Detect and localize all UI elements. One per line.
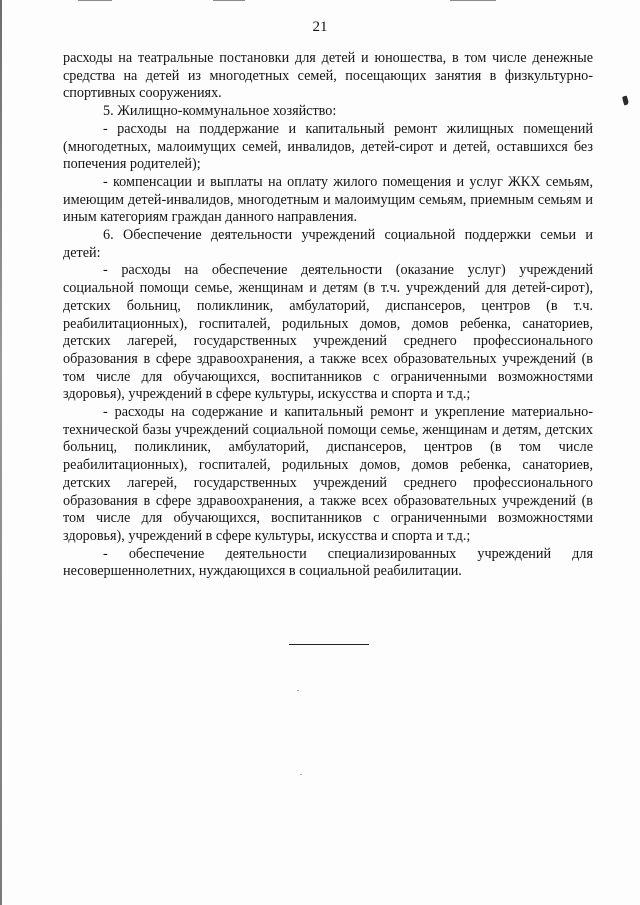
list-item-specialized-institutions: - обеспечение деятельности специализированных учреждений для несовершеннолетних, нуждающихся в социальной реабилитации. [63,545,593,580]
scan-edge-mark [213,0,245,1]
paragraph-theatre-expenses: расходы на театральные постановки для детей и юношества, в том числе денежные средства на детей из многодетных семей, посещающих занятия в физкультурно-спортивных сооружениях. [63,50,593,102]
end-of-section-rule [289,644,369,645]
section-heading-social-support: 6. Обеспечение деятельности учреждений социальной поддержки семьи и детей: [63,227,593,261]
scan-speck [297,690,299,691]
scan-speck-mark [622,96,629,106]
page-number: 21 [312,19,328,35]
list-item-institution-maintenance: - расходы на содержание и капитальный ремонт и укрепление материально-технической базы учреждений социальной помощи семье, женщинам и детям, детских больниц, поликлиник, амбулаторий, диспансеров, центров (в том числе реабилитационных), госпиталей, родильных домов, домов ребенка, санаториев, детских лагерей, государственных учреждений среднего профессионального образования в сфере здравоохранения, а также всех образовательных учреждений (в том числе для обучающихся, воспитанников с ограниченными возможностями здоровья), учреждений в сфере культуры, искусства и спорта и т.д.; [63,404,593,544]
scan-edge-mark [450,0,496,1]
list-item-housing-repair: - расходы на поддержание и капитальный ремонт жилищных помещений (многодетных, малоимущих семей, инвалидов, детей-сирот и детей, оставшихся без попечения родителей); [63,120,593,173]
list-item-institution-operations: - расходы на обеспечение деятельности (оказание услуг) учреждений социальной помощи семье, женщинам и детям (в т.ч. учреждений для детей-сирот), детских больниц, поликлиник, амбулаторий, диспансеров, центров (в т.ч. реабилитационных), госпиталей, родильных домов, домов ребенка, санаториев, детских лагерей, государственных учреждений среднего профессионального образования в сфере здравоохранения, а также всех образовательных учреждений (в том числе для обучающихся, воспитанников с ограниченными возможностями здоровья), учреждений в сфере культуры, искусства и спорта и т.д.; [63,262,593,403]
scan-edge-shadow [0,0,2,905]
scan-speck [300,774,302,775]
scan-edge-mark [78,0,112,1]
section-heading-housing: 5. Жилищно-коммунальное хозяйство: [103,103,337,120]
body-text [63,50,593,581]
list-item-housing-compensation: - компенсации и выплаты на оплату жилого помещения и услуг ЖКХ семьям, имеющим детей-инвалидов, многодетным и малоимущим семьям, приемным семьям и иным категориям граждан данного направления. [63,173,593,226]
